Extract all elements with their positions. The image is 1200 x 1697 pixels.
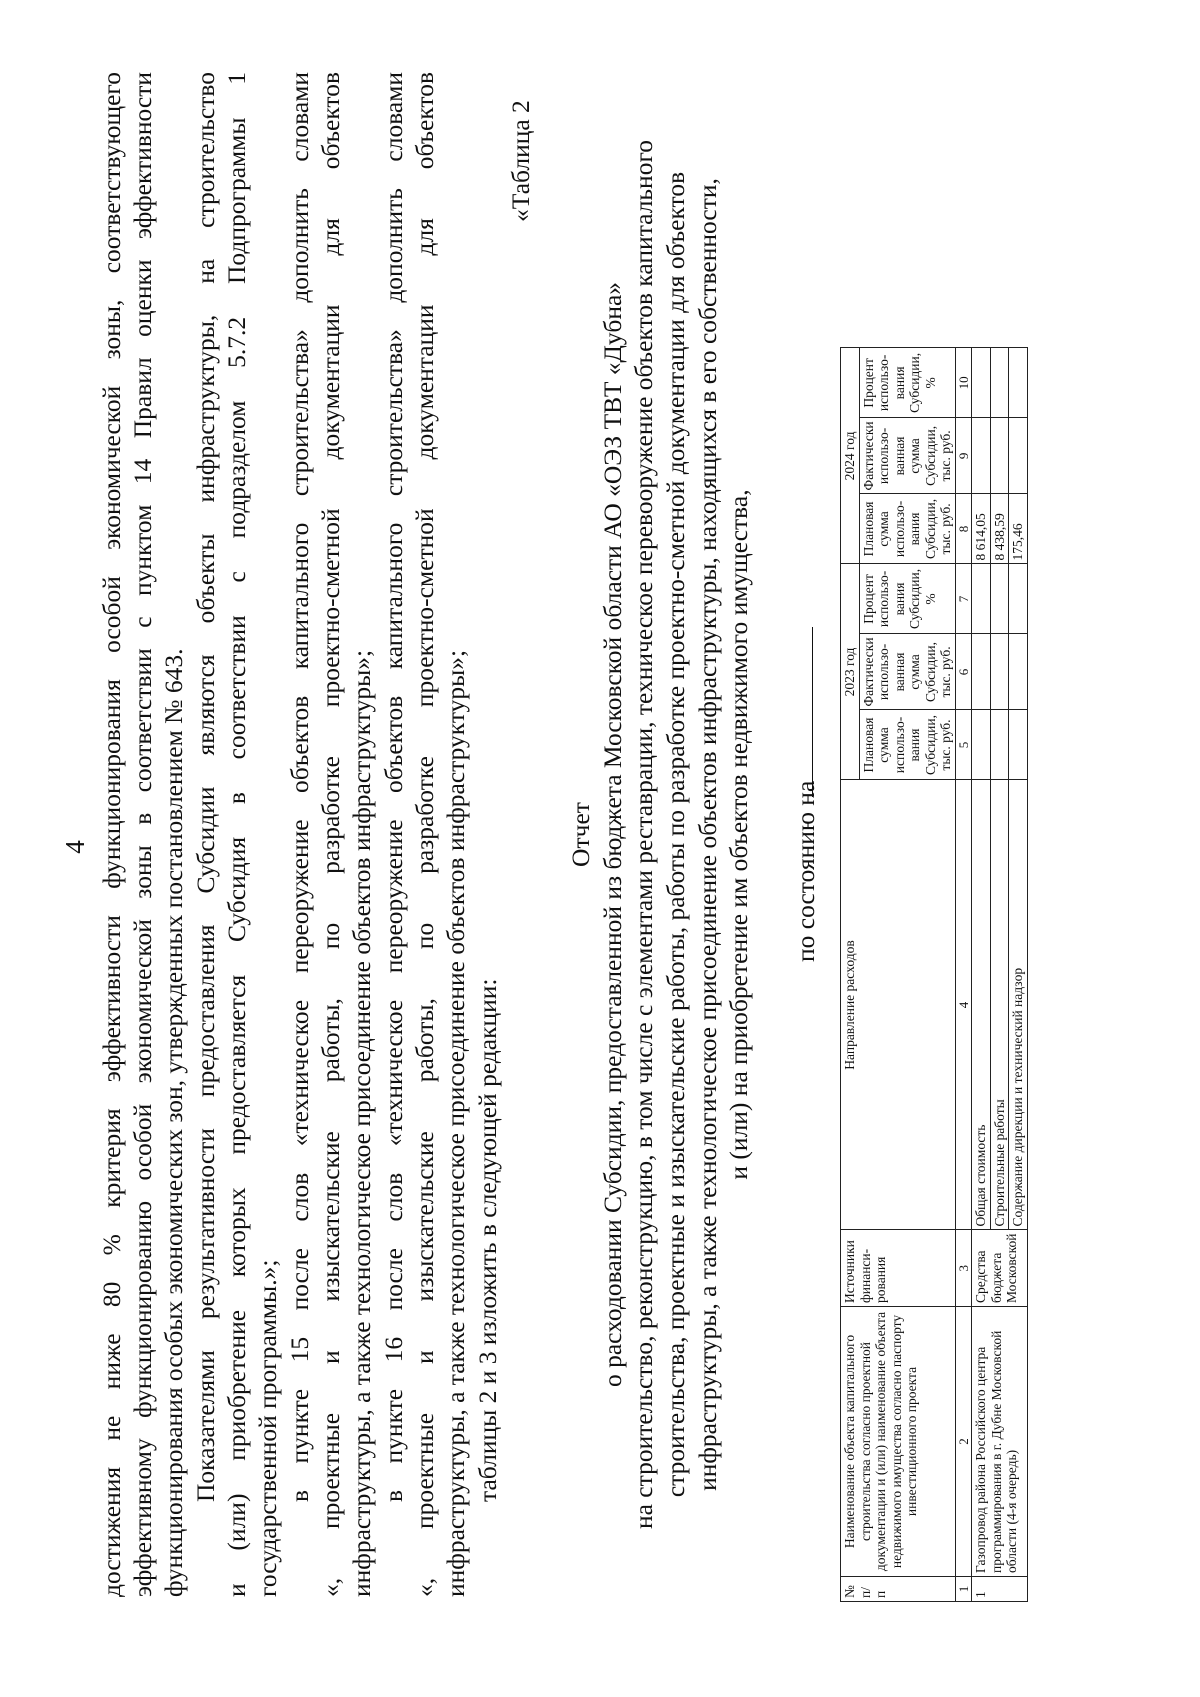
column-number: 8 [955,494,972,564]
row-direction: Содержание дирекции и технический надзор [1009,780,1028,1230]
paragraph-line: функционирования особых экономических зон, утвержденных постановлением № 643. [159,648,188,1597]
header-year-2023: 2023 год [841,564,860,780]
row-plan-2024: 8 438,59 [990,494,1009,564]
report-date-label: по состоянию на [791,780,820,962]
header-year-2024: 2024 год [841,348,860,564]
column-number: 1 [955,1577,972,1602]
column-number: 6 [955,634,972,710]
table-reference: «Таблица 2 [506,100,535,222]
header-num: № п/п [841,1577,956,1602]
paragraph-line: «, проектные и изыскательские работы, по разработке проектно-сметной документации для объектов [410,72,439,1597]
row-object-name: Газопровод района Российского центра программирования в г. Дубне Московской области (4-я очередь) [972,1307,1028,1577]
paragraph-line: эффективному функционированию особой экономической зоны в соответствии с пунктом 14 Правил оценки эффективности [128,72,157,1597]
column-number: 10 [955,348,972,418]
paragraph-line: таблицы 2 и 3 изложить в следующей редакции: [473,978,502,1502]
header-fact-2024: Фактически использо-ванная сумма Субсидии, тыс. руб. [859,418,955,494]
paragraph-line: Показателями результативности предоставления Субсидии являются объекты инфраструктуры, на строительство [191,72,220,1502]
paragraph-line: в пункте 16 после слов «техническое переоружение объектов капитального строительства» дополнить словами [379,72,408,1502]
header-pct-2024: Процент использо-вания Субсидии, % [859,348,955,418]
table-row [972,348,991,1602]
report-subtitle-line: строительства, проектные и изыскательские работы, работы по разработке проектно-сметной документации для объектов [661,171,690,1498]
column-number: 9 [955,418,972,494]
report-subtitle-line: на строительство, реконструкцию, в том числе с элементами реставрации, техническое перевооружение объектов капитального [629,139,658,1530]
report-subtitle-line: инфраструктуры, а также технологическое присоединение объектов инфраструктуры, находящихся в его собственности, [693,178,722,1491]
row-plan-2024: 175,46 [1009,494,1028,564]
column-number: 7 [955,564,972,634]
paragraph-line: достижения не ниже 80 % критерия эффективности функционирования особой экономической зоны, соответствующего [97,72,126,1597]
header-pct-2023: Процент использо-вания Субсидии, % [859,564,955,634]
page-number: 4 [60,840,90,854]
row-source: Средства бюджета Московской [972,1230,1028,1307]
header-direction: Направление расходов [841,780,956,1230]
paragraph-line: в пункте 15 после слов «техническое переоружение объектов капитального строительства» дополнить словами [285,72,314,1502]
paragraph-line: инфраструктуры, а также технологическое присоединение объектов инфраструктуры»; [347,649,376,1597]
row-direction: Строительные работы [990,780,1009,1230]
column-number: 5 [955,710,972,780]
header-object-name: Наименование объекта капитального строительства согласно проектной документации и (или) наименование объекта недвижимого имущества согласно паспорту инвестиционного проекта [841,1307,956,1577]
report-table [840,347,1028,1602]
row-direction: Общая стоимость [972,780,991,1230]
paragraph-line: государственной программы.»; [253,1259,282,1597]
row-plan-2024: 8 614,05 [972,494,991,564]
header-plan-2024: Плановая сумма использо-вания Субсидии, тыс. руб. [859,494,955,564]
report-title: Отчет [566,802,595,867]
report-subtitle-line: и (или) на приобретение им объектов недвижимого имущества, [724,489,753,1180]
column-number: 3 [955,1230,972,1307]
paragraph-line: инфраструктуры, а также технологическое присоединение объектов инфраструктуры»; [441,649,470,1597]
header-source: Источники финанси-рования [841,1230,956,1307]
paragraph-line: и (или) приобретение которых предоставляется Субсидия в соответствии с подразделом 5.7.2 Подпрограммы 1 [222,72,251,1597]
column-number: 2 [955,1307,972,1577]
date-blank-line [812,627,813,797]
report-subtitle-line: о расходовании Субсидии, предоставленной из бюджета Московской области АО «ОЭЗ ТВТ «Дубна» [598,281,627,1388]
header-plan-2023: Плановая сумма использо-вания Субсидии, тыс. руб. [859,710,955,780]
column-number: 4 [955,780,972,1230]
paragraph-line: «, проектные и изыскательские работы, по разработке проектно-сметной документации для объектов [316,72,345,1597]
row-num: 1 [972,1577,1028,1602]
header-fact-2023: Фактически использо-ванная сумма Субсидии, тыс. руб. [859,634,955,710]
